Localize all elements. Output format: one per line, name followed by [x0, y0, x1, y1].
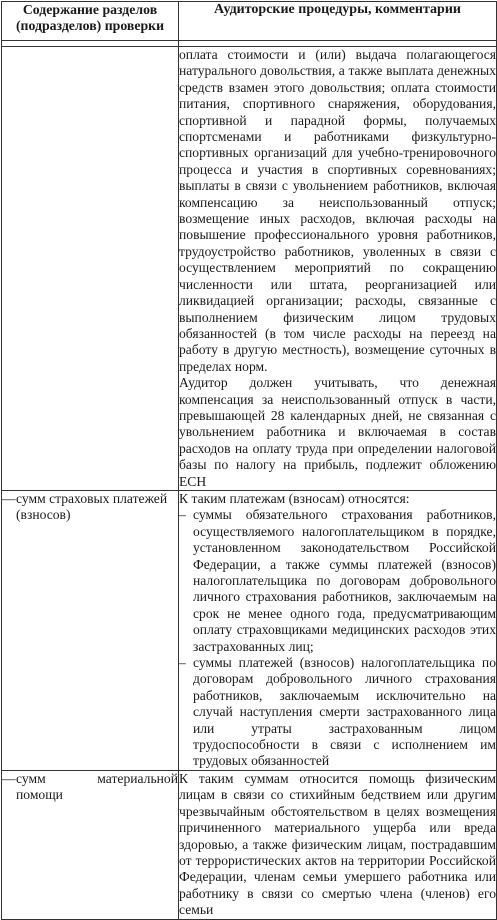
row2-section-line1: сумм страховых платежей — [16, 490, 168, 506]
header-sections-line1: Содержание разделов — [22, 2, 158, 17]
header-procedures: Аудиторские процедуры, комментарии — [179, 2, 497, 41]
table-row — [2, 770, 497, 919]
table-header-row — [2, 2, 497, 41]
row1-procedure-cell — [179, 47, 497, 491]
row1-paragraph-2: Аудитор должен учитывать, что денежная компенсация за неиспользованный отпуск в части, превышающей 28 календарных дней, не связанная с увольнением работника и включаемая в состав расходов на оплату труда при определении налоговой базы по налогу на прибыль, подлежит обложению ЕСН — [179, 375, 496, 489]
row3-paragraph-1: К таким суммам относится помощь физическим лицам в связи со стихийным бедствием или другим чрезвычайным обстоятельством в целях возмещения причиненного материального ущерба или вреда здоровью, а также физическим лицам, пострадавшим от террористических актов на территории Российской Федерации, членам семьи умершего работника или работнику в связи со смертью члена (членов) его семьи — [179, 770, 496, 918]
row3-section-label — [2, 771, 178, 804]
row1-paragraph-1: оплата стоимости и (или) выдача полагающегося натурального довольствия, а также выплата денежных средств взамен этого довольствия; оплата стоимости питания, спортивного снаряжения, оборудования, спортивной и парадной формы, получаемых спортсменами и работниками физкультурно-спортивных организаций для учебно-тренировочного процесса и участия в спортивных соревнованиях; выплаты в связи с увольнением работников, включая компенсацию за неиспользованный отпуск; возмещение иных расходов, включая расходы на повышение профессионального уровня работников, трудоустройство работников, уволенных в связи с осуществлением мероприятий по сокращению численности или штата, реорганизацией или ликвидацией организации; расходы, связанные с выполнением физическим лицом трудовых обязанностей (в том числе расходы на переезд на работу в другую местность), возмещение суточных в пределах норм. — [179, 47, 496, 374]
list-item-dash: – — [179, 655, 186, 671]
row3-procedure-cell — [179, 770, 497, 919]
list-item — [179, 655, 496, 770]
row1-section-cell — [2, 47, 179, 491]
header-sections — [2, 2, 179, 41]
header-sections-line2: (подразделов) проверки — [15, 18, 165, 33]
row2-section-cell — [2, 490, 179, 770]
list-item-text: суммы обязательного страхования работников, осуществляемого налогоплательщиком в порядке, установленном законодательством Российской Федерации, а также суммы платежей (взносов) налогоплательщика по договорам добровольного личного страхования работников, заключаемым на срок не менее одного года, предусматривающим оплату страховщиками медицинских расходов этих застрахованных лиц; — [193, 507, 496, 654]
row2-dash: — — [2, 490, 16, 506]
list-item — [179, 507, 496, 655]
row2-section-text — [16, 491, 178, 524]
row2-section-line2: (взносов) — [16, 507, 71, 523]
row3-section-cell — [2, 770, 179, 919]
table-row — [2, 47, 497, 491]
row3-dash: — — [2, 770, 16, 786]
list-item-dash: – — [179, 507, 186, 523]
row2-section-label — [2, 491, 178, 524]
row2-procedure-cell — [179, 490, 497, 770]
row3-section-text: сумм материальной помощи — [16, 770, 178, 803]
row2-intro: К таким платежам (взносам) относятся: — [179, 490, 410, 506]
audit-procedures-table — [1, 1, 497, 920]
table-row — [2, 490, 497, 770]
list-item-text: суммы платежей (взносов) налогоплательщика по договорам добровольного личного страхования работников, заключаемым исключительно на случай наступления смерти застрахованного лица или утраты застрахованным лицом трудоспособности в связи с исполнением им трудовых обязанностей — [193, 655, 496, 769]
